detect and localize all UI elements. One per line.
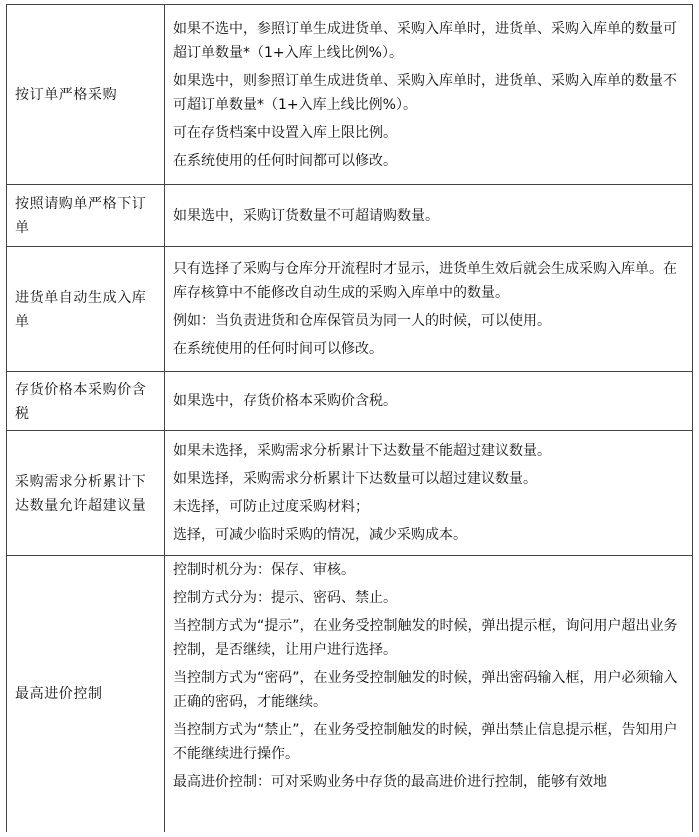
option-description	[165, 372, 693, 431]
option-label: 采购需求分析累计下达数量允许超建议量	[7, 431, 165, 556]
table-row	[7, 5, 693, 185]
description-line: 在系统使用的任何时间可以修改。	[173, 341, 383, 357]
description-line: 如果不选中，参照订单生成进货单、采购入库单时，进货单、采购入库单的数量可超订单数量*（1+入库上线比例%）。	[173, 20, 677, 61]
description-line: 如果选中，则参照订单生成进货单、采购入库单时，进货单、采购入库单的数量不可超订单数量*（1+入库上线比例%）。	[173, 72, 677, 113]
option-description	[165, 185, 693, 247]
description-line: 可在存货档案中设置入库上限比例。	[173, 124, 397, 141]
option-description	[165, 556, 693, 832]
option-label: 按照请购单严格下订单	[7, 185, 165, 247]
description-line: 控制时机分为：保存、审核。	[173, 562, 355, 578]
settings-table	[6, 4, 693, 832]
description-line: 在系统使用的任何时间都可以修改。	[173, 152, 397, 169]
description-line: 只有选择了采购与仓库分开流程时才显示，进货单生效后就会生成采购入库单。在库存核算中不能修改自动生成的采购入库单中的数量。	[173, 261, 677, 301]
description-line: 未选择，可防止过度采购材料；	[173, 499, 369, 515]
description-line: 如果选中，存货价格本采购价含税。	[173, 393, 397, 409]
description-line: 例如：当负责进货和仓库保管员为同一人的时候，可以使用。	[173, 313, 551, 329]
description-line: 如果选择，采购需求分析累计下达数量可以超过建议数量。	[173, 471, 537, 487]
option-label: 最高进价控制	[7, 556, 165, 832]
option-label: 进货单自动生成入库单	[7, 247, 165, 372]
table-row	[7, 431, 693, 556]
option-description	[165, 431, 693, 556]
description-line: 如果未选择，采购需求分析累计下达数量不能超过建议数量。	[173, 443, 551, 459]
description-line: 选择，可减少临时采购的情况，减少采购成本。	[173, 527, 467, 543]
description-line: 如果选中，采购订货数量不可超请购数量。	[173, 207, 439, 224]
description-line: 控制方式分为：提示、密码、禁止。	[173, 590, 397, 606]
description-line: 当控制方式为“提示”，在业务受控制触发的时候，弹出提示框，询问用户超出业务控制，是否继续，让用户进行选择。	[173, 618, 678, 658]
option-description	[165, 5, 693, 185]
option-description	[165, 247, 693, 372]
table-row	[7, 247, 693, 372]
description-line: 最高进价控制：可对采购业务中存货的最高进价进行控制，能够有效地	[173, 774, 607, 790]
description-line: 当控制方式为“禁止”，在业务受控制触发的时候，弹出禁止信息提示框，告知用户不能继续进行操作。	[173, 722, 678, 762]
table-row	[7, 372, 693, 431]
table-row	[7, 556, 693, 832]
option-label: 按订单严格采购	[7, 5, 165, 185]
description-line: 当控制方式为“密码”，在业务受控制触发的时候，弹出密码输入框，用户必须输入正确的密码，才能继续。	[173, 670, 678, 710]
table-row	[7, 185, 693, 247]
option-label: 存货价格本采购价含税	[7, 372, 165, 431]
